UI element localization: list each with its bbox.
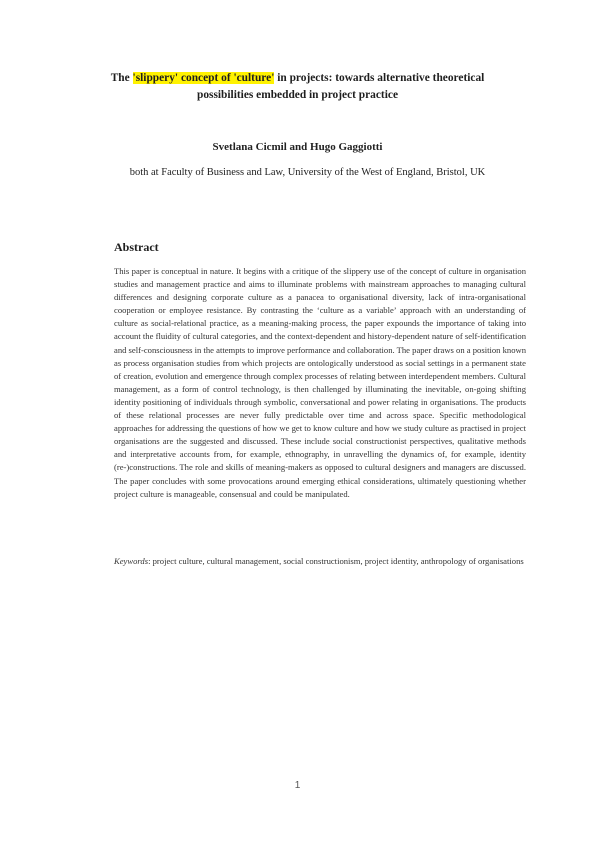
keywords-text: project culture, cultural management, social constructionism, project identity, anthropology of organisations bbox=[152, 556, 524, 566]
keywords-label: Keywords bbox=[114, 556, 149, 566]
authors: Svetlana Cicmil and Hugo Gaggiotti bbox=[212, 141, 383, 153]
title-prefix: The bbox=[110, 72, 133, 84]
affiliation: both at Faculty of Business and Law, University of the West of England, Bristol, UK bbox=[129, 167, 486, 178]
title-highlight: 'slippery' concept of 'culture' bbox=[132, 72, 275, 84]
title-suffix: in projects: towards alternative theoretical possibilities embedded in project practice bbox=[196, 72, 485, 101]
abstract-heading: Abstract bbox=[114, 240, 159, 254]
paper-title bbox=[100, 70, 495, 104]
keywords-separator: : bbox=[148, 556, 153, 566]
abstract-body: This paper is conceptual in nature. It begins with a critique of the slippery use of the concept of culture in organisation studies and management practice and aims to illuminate problems with mainstream approaches to managing cultural differences and designing corporate culture as a panacea to organisational diversity, lack of intra-organisational cooperation or employee resistance. By contrasting the ‘culture as a variable’ approach with an understanding of culture as social-relational practice, as a meaning-making process, the paper expounds the importance of taking into account the fluidity of cultural categories, and the context-dependent and history-dependent nature of self-identification and self-consciousness in the attempts to improve performance and collaboration. The paper draws on a position known as process organisation studies from which projects are ontologically understood as social settings in a permanent state of creation, evolution and emergence through complex processes of relating between interdependent members. Cultural management, as a form of control technology, is then challenged by illuminating the inevitable, on-going shifting identity positioning of individuals through symbolic, conversational and power relating in organisations. The products of these relational processes are never fully predictable over time and across space. Specific methodological approaches for addressing the questions of how we get to know culture and how we study culture as practised in project organisations are the suggested and discussed. These include social constructionist perspectives, qualitative methods and interpretative accounts from, for example, ethnography, in unravelling the dynamics of, for example, identity (re-)constructions. The role and skills of meaning-makers as opposed to cultural designers and managers are discussed. The paper concludes with some provocations around emerging ethical considerations, ultimately questioning whether project culture is manageable, consensual and could be manipulated. bbox=[114, 266, 526, 499]
page-number: 1 bbox=[294, 780, 301, 791]
keywords bbox=[114, 555, 526, 568]
